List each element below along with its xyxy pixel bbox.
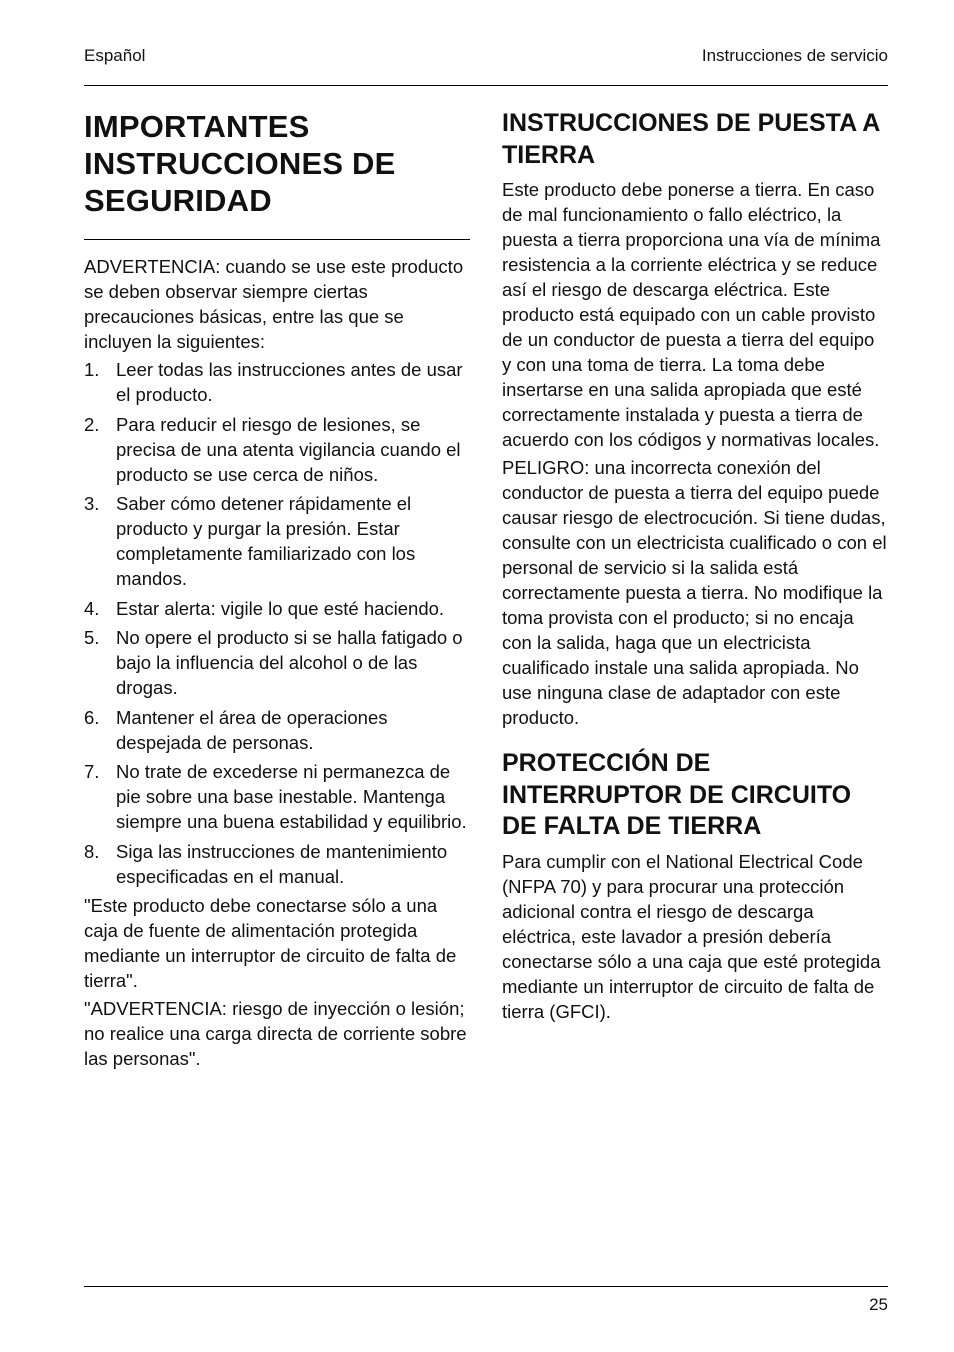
right-column [502, 108, 888, 1027]
list-item-text: Siga las instrucciones de mantenimiento especificadas en el manual. [116, 840, 448, 887]
grounding-paragraph: Este producto debe ponerse a tierra. En caso de mal funcionamiento o fallo eléctrico, la puesta a tierra proporciona una vía de mínima resistencia a la corriente eléctrica y se reduce así el riesgo de descarga eléctrica. Este producto está equipado con un cable provisto de un conductor de puesta a tierra del equipo y con una toma de tierra. La toma debe insertarse en una salida apropiada que esté correctamente instalada y puesta a tierra de acuerdo con los códigos y normativas locales. [502, 179, 881, 450]
page-number: 25 [869, 1295, 888, 1314]
list-item [84, 412, 470, 487]
injection-warning-quote: "ADVERTENCIA: riesgo de inyección o lesión; no realice una carga directa de corriente sobre las personas". [84, 998, 467, 1069]
left-column [84, 108, 470, 1074]
list-item-text: No trate de excederse ni permanezca de pie sobre una base inestable. Mantenga siempre una buena estabilidad y equilibrio. [116, 761, 467, 832]
list-item [84, 625, 470, 700]
header-doc-title: Instrucciones de servicio [701, 46, 888, 65]
precautions-list [84, 357, 470, 889]
list-item-number: 4. [84, 597, 100, 619]
list-item-number: 5. [84, 627, 100, 648]
gfci-quote: "Este producto debe conectarse sólo a una caja de fuente de alimentación protegida mediante un interruptor de circuito de falta de tierra". [84, 895, 457, 991]
list-item [84, 491, 470, 591]
warning-intro: ADVERTENCIA: cuando se use este producto se deben observar siempre ciertas precauciones básicas, entre las que se incluyen la siguientes: [84, 256, 464, 352]
safety-title: IMPORTANTES INSTRUCCIONES DE SEGURIDAD [84, 109, 396, 218]
header-rule [84, 85, 888, 86]
list-item-number: 6. [84, 706, 100, 728]
list-item-text: Saber cómo detener rápidamente el producto y purgar la presión. Estar completamente familiarizado con los mandos. [116, 493, 416, 589]
header-language: Español [84, 46, 146, 65]
list-item-number: 2. [84, 413, 100, 435]
list-item-number: 3. [84, 493, 100, 514]
list-item-text: No opere el producto si se halla fatigado o bajo la influencia del alcohol o de las drogas. [116, 627, 463, 698]
list-item [84, 596, 470, 621]
list-item-text: Mantener el área de operaciones despejada de personas. [116, 706, 388, 753]
list-item [84, 839, 470, 889]
list-item-number: 1. [84, 359, 100, 380]
list-item [84, 705, 470, 755]
footer-rule [84, 1286, 888, 1287]
gfci-paragraph: Para cumplir con el National Electrical Code (NFPA 70) y para procurar una protección adicional contra el riesgo de descarga eléctrica, este lavador a presión debería conectarse sólo a una caja que esté protegida mediante un interruptor de circuito de falta de tierra (GFCI). [502, 850, 881, 1022]
list-item-text: Leer todas las instrucciones antes de usar el producto. [116, 359, 463, 405]
list-item-text: Para reducir el riesgo de lesiones, se precisa de una atenta vigilancia cuando el producto se use cerca de niños. [116, 413, 461, 485]
gfci-heading: PROTECCIÓN DE INTERRUPTOR DE CIRCUITO DE FALTA DE TIERRA [502, 749, 852, 840]
title-rule [84, 239, 470, 240]
list-item [84, 357, 470, 407]
list-item-text: Estar alerta: vigile lo que esté haciendo. [116, 597, 445, 619]
danger-paragraph: PELIGRO: una incorrecta conexión del conductor de puesta a tierra del equipo puede causar riesgo de electrocución. Si tiene dudas, consulte con un electricista cualificado o con el personal de servicio si la salida está correctamente puesta a tierra. No modifique la toma provista con el producto; si no encaja con la salida, haga que un electricista cualificado instale una salida apropiada. No use ninguna clase de adaptador con este producto. [502, 457, 887, 728]
list-item [84, 759, 470, 834]
list-item-number: 8. [84, 840, 100, 862]
list-item-number: 7. [84, 761, 100, 782]
grounding-heading: INSTRUCCIONES DE PUESTA A TIERRA [502, 109, 880, 169]
